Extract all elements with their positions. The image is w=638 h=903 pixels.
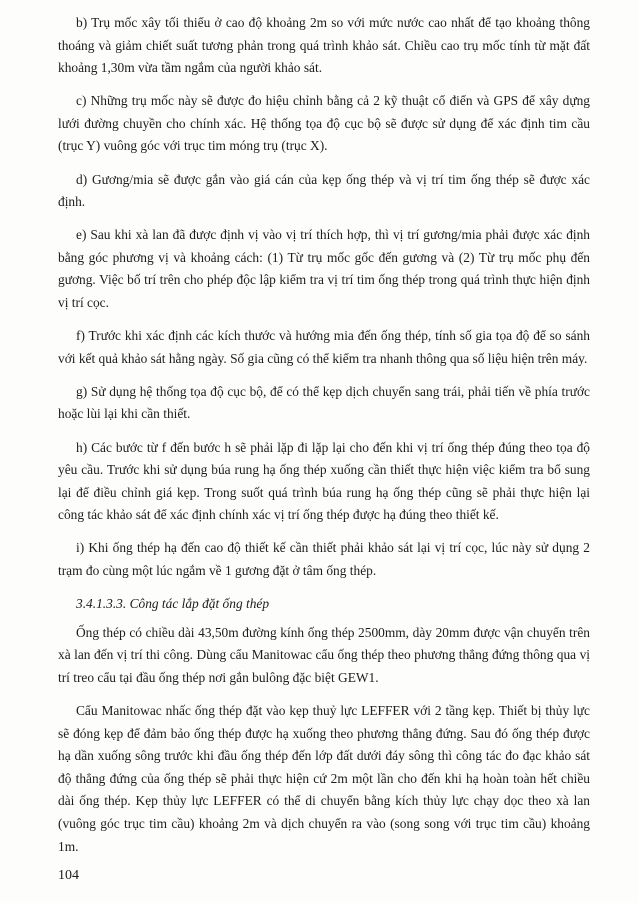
section-heading: 3.4.1.3.3. Công tác lắp đặt ống thép xyxy=(76,596,270,612)
paragraph-h: h) Các bước từ f đến bước h sẽ phải lặp đi lặp lại cho đến khi vị trí ống thép đúng theo tọa độ yêu cầu. Trước khi sử dụng búa rung hạ ống thép xuống cần thiết thực hiện việc kiểm tra bổ sung lại để điều chỉnh giá kẹp. Trong suốt quá trình búa rung hạ ống thép cũng sẽ phải thực hiện lại công tác khảo sát để xác định chính xác vị trí ống thép được hạ đúng theo thiết kế. xyxy=(58,439,590,523)
paragraph-i: i) Khi ống thép hạ đến cao độ thiết kế cần thiết phải khảo sát lại vị trí cọc, lúc này sử dụng 2 trạm đo cùng một lúc ngắm về 1 gương đặt ở tâm ống thép. xyxy=(58,540,590,578)
paragraph-b: b) Trụ mốc xây tối thiểu ở cao độ khoảng 2m so với mức nước cao nhất để tạo khoảng thông thoáng và giảm chiết suất tương phản trong quá trình khảo sát. Chiều cao trụ mốc tính từ mặt đất khoảng 1,30m vừa tầm ngắm của người khảo sát. xyxy=(58,15,590,76)
paragraph-d: d) Gương/mia sẽ được gắn vào giá cán của kẹp ống thép và vị trí tim ống thép sẽ được xác định. xyxy=(58,171,590,210)
paragraph-g: g) Sử dụng hệ thống tọa độ cục bộ, để có thể kẹp dịch chuyển sang trái, phải tiến về phía trước hoặc lùi lại khi cần thiết. xyxy=(58,383,590,422)
paragraph-e: e) Sau khi xà lan đã được định vị vào vị trí thích hợp, thì vị trí gương/mia phải được xác định bằng góc phương vị và khoảng cách: (1) Từ trụ mốc gốc đến gương và (2) Từ trụ mốc phụ đến gương. Việc bố trí trên cho phép độc lập kiểm tra vị trí tim ống thép trong quá trình thực hiện định vị trí cọc. xyxy=(58,227,590,311)
paragraph-steel-pipe-installation: Cẩu Manitowac nhấc ống thép đặt vào kẹp thuỷ lực LEFFER với 2 tầng kẹp. Thiết bị thủy lực sẽ đóng kẹp để đảm bảo ống thép được hạ xuống theo phương thẳng đứng. Sau đó ống thép được hạ dần xuống sông trước khi đầu ống thép đến lớp đất dưới đáy sông thì công tác đo đạc khảo sát độ thẳng đứng của ống thép sẽ phải thực hiện cứ 2m một lần cho đến khi hạ hoàn toàn hết chiều dài ống thép. Kẹp thủy lực LEFFER có thể di chuyển bằng kích thủy lực chạy dọc theo xà lan (vuông góc trục tim cầu) khoảng 2m và dịch chuyển ra vào (song song với trục tim cầu) khoảng 1m. xyxy=(58,702,590,854)
paragraph-f: f) Trước khi xác định các kích thước và hướng mia đến ống thép, tính số gia tọa độ để so sánh với kết quả khảo sát hằng ngày. Số gia cũng có thể kiểm tra nhanh thông qua số liệu hiện trên máy. xyxy=(58,328,590,366)
paragraph-steel-pipe-transport: Ống thép có chiều dài 43,50m đường kính ống thép 2500mm, dày 20mm được vận chuyển trên xà lan đến vị trí thi công. Dùng cẩu Manitowac cẩu ống thép theo phương thẳng đứng thông qua vị trí treo cẩu tại đầu ống thép nơi gắn bulông đặc biệt GEW1. xyxy=(58,624,590,685)
paragraph-c: c) Những trụ mốc này sẽ được đo hiệu chỉnh bằng cả 2 kỹ thuật cổ điển và GPS để xây dựng lưới đường chuyền cho chính xác. Hệ thống tọa độ cục bộ sẽ được sử dụng để xác định tim cầu (trục Y) vuông góc với trục tim móng trụ (trục X). xyxy=(58,93,590,154)
page-number: 104 xyxy=(58,868,79,883)
